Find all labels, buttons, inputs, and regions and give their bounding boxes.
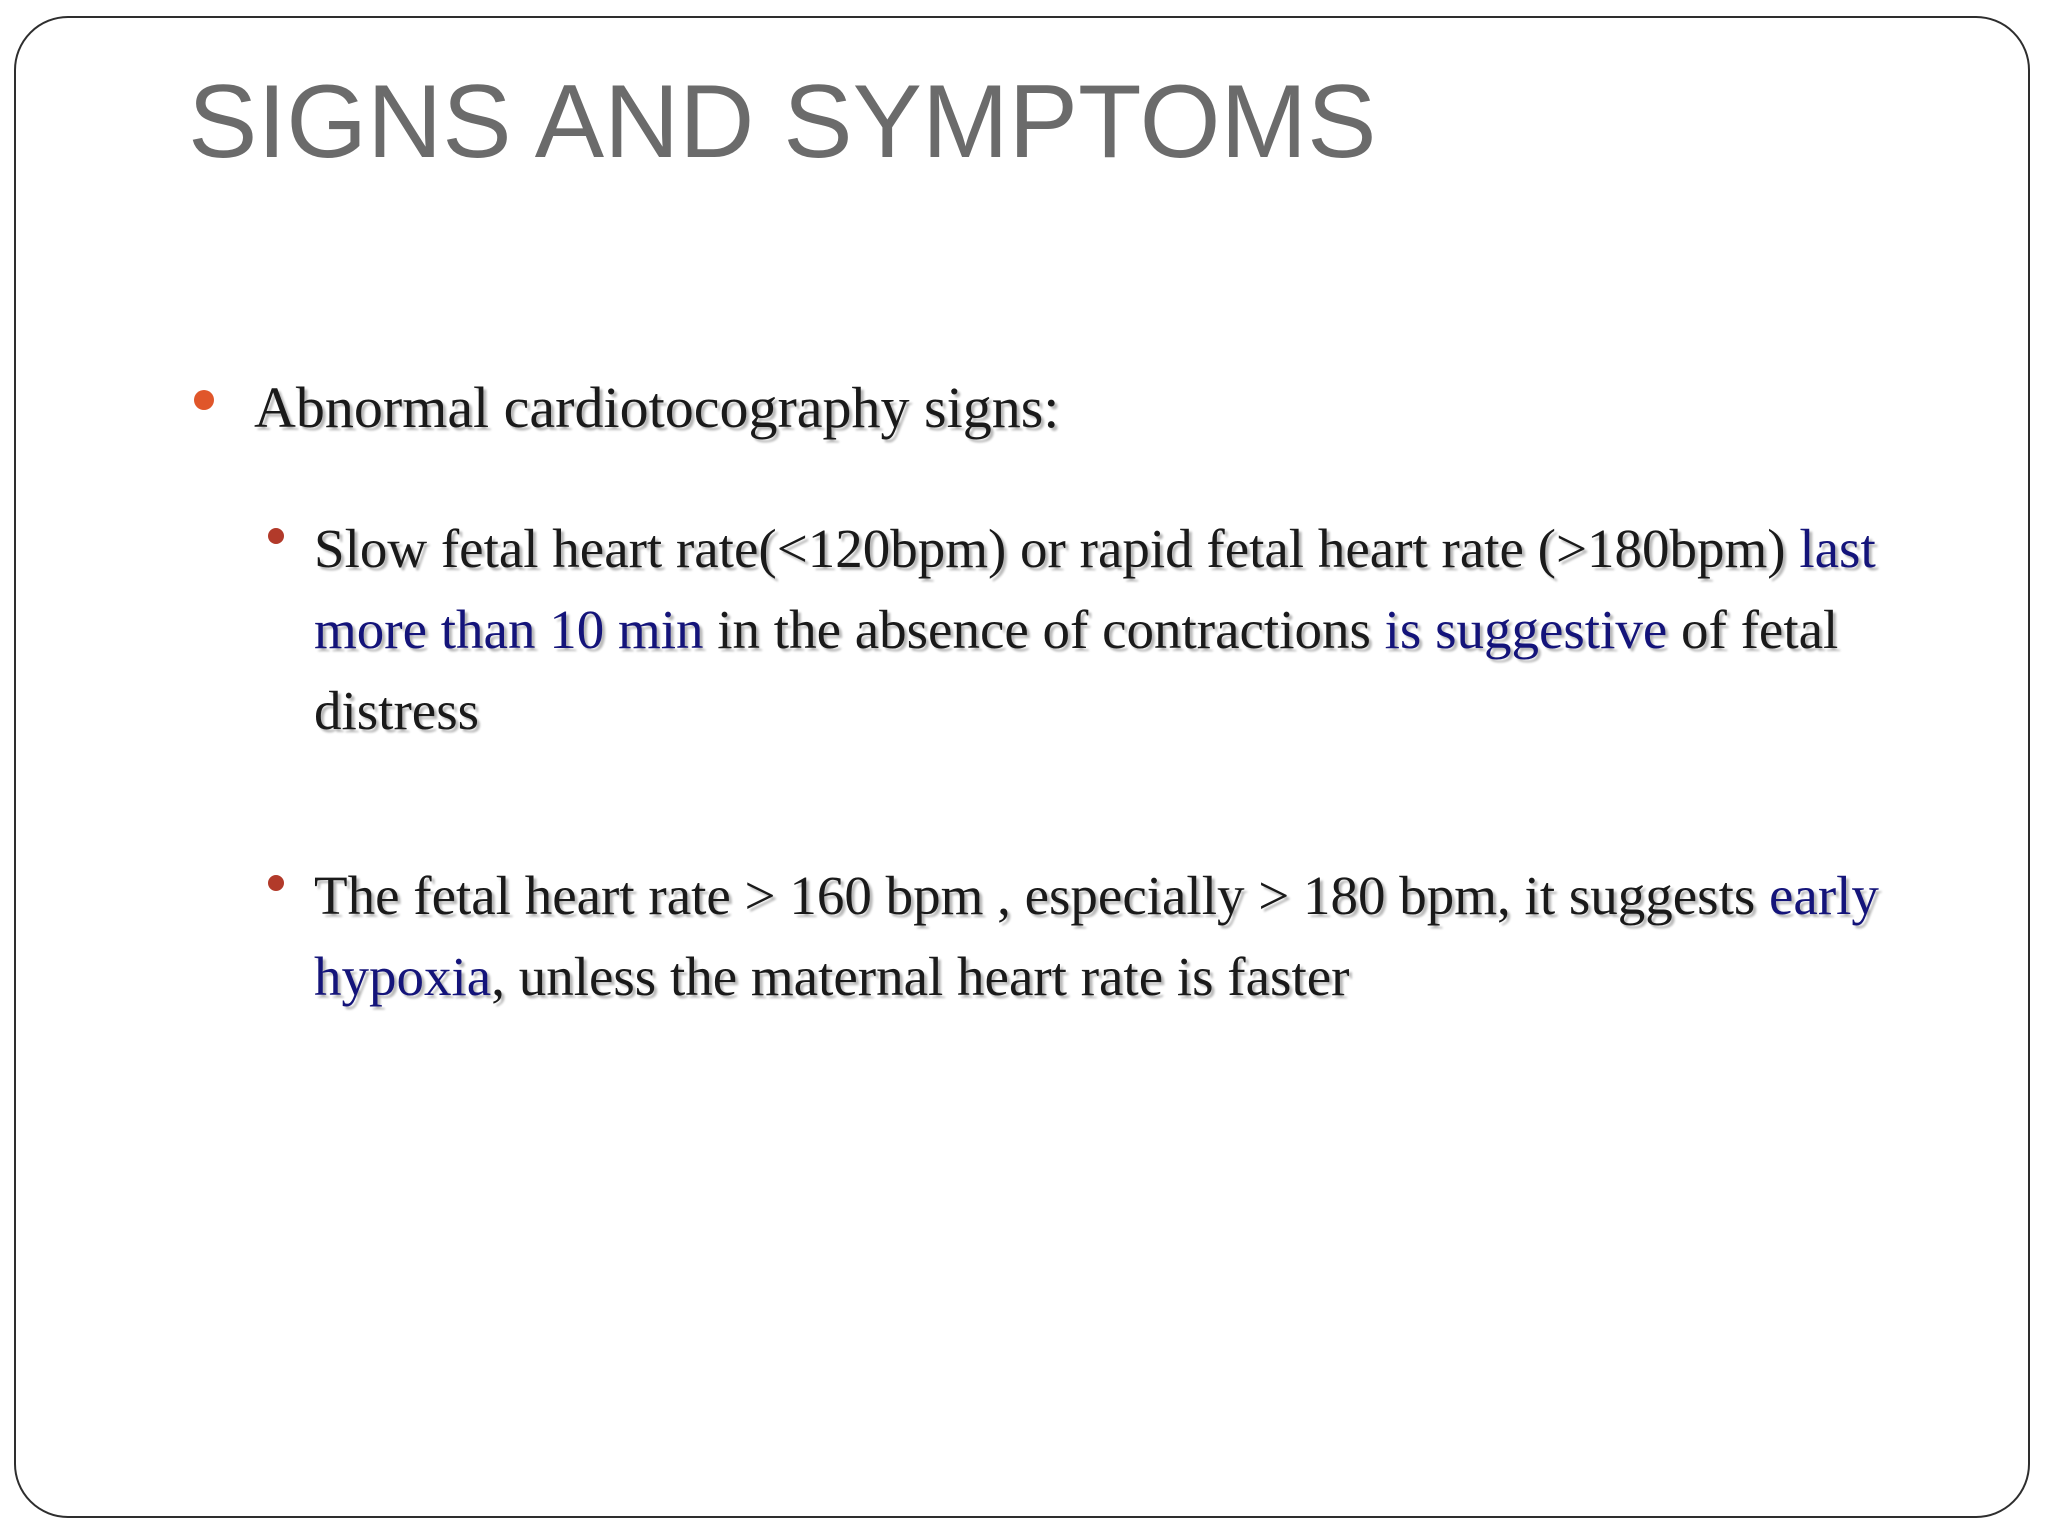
sub-bullet-2	[268, 855, 1888, 1017]
text-segment: of fetal distress	[314, 599, 1839, 741]
sub-bullet-text	[314, 855, 1888, 1017]
bullet-dot-icon	[268, 875, 284, 891]
main-bullet-text: Abnormal cardiotocography signs:	[254, 375, 1060, 440]
highlighted-text: early hypoxia	[314, 865, 1879, 1007]
highlighted-text: is suggestive	[1384, 599, 1668, 660]
text-segment: in the absence of contractions	[703, 599, 1385, 660]
slide-title: SIGNS AND SYMPTOMS	[188, 64, 1377, 180]
bullet-dot-icon	[268, 528, 284, 544]
slide-frame	[14, 16, 2030, 1518]
text-segment: Slow fetal heart rate(<120bpm) or rapid fetal heart rate (>180bpm)	[314, 518, 1800, 579]
highlighted-text: last more than 10 min	[314, 518, 1876, 660]
bullet-dot-icon	[194, 390, 214, 410]
text-segment: The fetal heart rate > 160 bpm , especially > 180 bpm, it suggests	[314, 865, 1770, 926]
sub-bullet-1	[268, 508, 1888, 751]
text-segment: , unless the maternal heart rate is faster	[491, 946, 1350, 1007]
sub-bullet-text	[314, 508, 1888, 751]
